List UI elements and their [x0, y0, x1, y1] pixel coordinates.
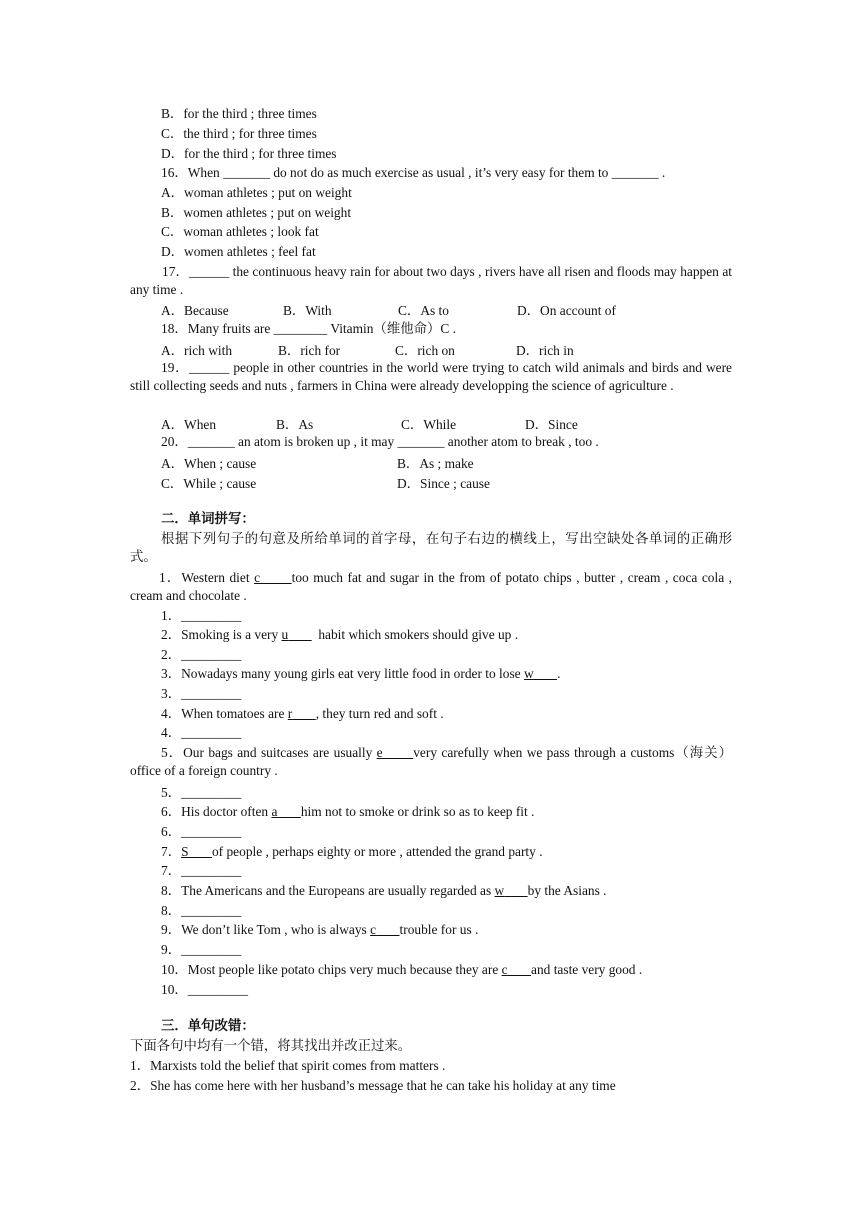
answer-line-1: 1．_________ [161, 608, 242, 623]
correction-item-1: 1．Marxists told the belief that spirit comes from matters . [130, 1058, 446, 1073]
q18-option-a: A．rich with [161, 343, 233, 358]
q17-stem: 17．______ the continuous heavy rain for about two days , rivers have all risen and floods may happen at any time . [130, 264, 732, 297]
correction-item-2: 2．She has come here with her husband’s message that he can take his holiday at any time [130, 1078, 616, 1093]
q19-stem: 19．______ people in other countries in the world were trying to catch wild animals and birds and were still collecting seeds and nuts , farmers in China were already developping the science of agriculture . [130, 360, 732, 393]
given-letter: S [181, 844, 189, 859]
q19-option-b: B．As [276, 417, 314, 432]
q20-option-d: D．Since ; cause [397, 476, 490, 491]
spelling-item-5: 5．Our bags and suitcases are usually e very carefully when we pass through a customs（海关）office of a foreign country . [130, 745, 732, 778]
answer-line-5: 5．_________ [161, 785, 242, 800]
section2-heading: 二．单词拼写： [161, 511, 255, 526]
spelling-item-9: 9．We don’t like Tom , who is always c trouble for us . [161, 922, 479, 937]
q19-option-c: C．While [401, 417, 457, 432]
given-letter: c [370, 922, 377, 937]
q17-option-a: A．Because [161, 303, 229, 318]
q17-option-d: D．On account of [517, 303, 616, 318]
q20-stem: 20．_______ an atom is broken up , it may _______ another atom to break , too . [161, 434, 599, 449]
q19-option-a: A．When [161, 417, 217, 432]
given-letter: c [501, 962, 508, 977]
given-letter: w [494, 883, 505, 898]
answer-line-8: 8．_________ [161, 903, 242, 918]
spelling-item-10: 10．Most people like potato chips very much because they are c and taste very good . [161, 962, 643, 977]
spelling-item-7: 7．S of people , perhaps eighty or more , attended the grand party . [161, 844, 543, 859]
answer-line-4: 4．_________ [161, 725, 242, 740]
q16-stem: 16．When _______ do not do as much exercise as usual , it’s very easy for them to _______ . [161, 165, 666, 180]
spelling-item-4: 4．When tomatoes are r , they turn red and soft . [161, 706, 444, 721]
q18-option-c: C．rich on [395, 343, 455, 358]
given-letter: e [376, 745, 383, 760]
section3-instructions: 下面各句中均有一个错，将其找出并改正过来。 [130, 1038, 412, 1053]
q20-option-a: A．When ; cause [161, 456, 257, 471]
q15-option-c: C．the third ; for three times [161, 126, 317, 141]
q17-option-b: B．With [283, 303, 332, 318]
spelling-item-8: 8．The Americans and the Europeans are usually regarded as w by the Asians . [161, 883, 607, 898]
section2-instructions: 根据下列句子的句意及所给单词的首字母，在句子右边的横线上，写出空缺处各单词的正确形式。 [130, 531, 732, 564]
q16-option-a: A．woman athletes ; put on weight [161, 185, 352, 200]
q16-option-c: C．woman athletes ; look fat [161, 224, 319, 239]
answer-line-2: 2．_________ [161, 647, 242, 662]
given-letter: a [271, 804, 278, 819]
q17-option-c: C．As to [398, 303, 449, 318]
answer-line-3: 3．_________ [161, 686, 242, 701]
given-letter: c [254, 570, 261, 585]
q20-option-b: B．As ; make [397, 456, 474, 471]
answer-line-7: 7．_________ [161, 863, 242, 878]
q16-option-d: D．women athletes ; feel fat [161, 244, 316, 259]
spelling-item-1: 1．Western diet c too much fat and sugar in the from of potato chips , butter , cream , coca cola , cream and chocolate . [130, 570, 732, 603]
answer-line-6: 6．_________ [161, 824, 242, 839]
q15-option-b: B．for the third ; three times [161, 106, 317, 121]
spelling-item-3: 3．Nowadays many young girls eat very little food in order to lose w . [161, 666, 561, 681]
answer-line-9: 9．_________ [161, 942, 242, 957]
q20-option-c: C．While ; cause [161, 476, 257, 491]
q15-option-d: D．for the third ; for three times [161, 146, 337, 161]
spelling-item-2: 2．Smoking is a very u habit which smokers should give up . [161, 627, 519, 642]
q18-option-d: D．rich in [516, 343, 574, 358]
answer-line-10: 10．_________ [161, 982, 249, 997]
given-letter: r [287, 706, 293, 721]
section3-heading: 三．单句改错： [161, 1018, 255, 1033]
given-letter: w [523, 666, 534, 681]
q18-stem: 18．Many fruits are ________ Vitamin（维他命）C . [161, 321, 457, 336]
given-letter: u [281, 627, 289, 642]
q18-option-b: B．rich for [278, 343, 341, 358]
q16-option-b: B．women athletes ; put on weight [161, 205, 352, 220]
q19-option-d: D．Since [525, 417, 578, 432]
spelling-item-6: 6．His doctor often a him not to smoke or drink so as to keep fit . [161, 804, 535, 819]
